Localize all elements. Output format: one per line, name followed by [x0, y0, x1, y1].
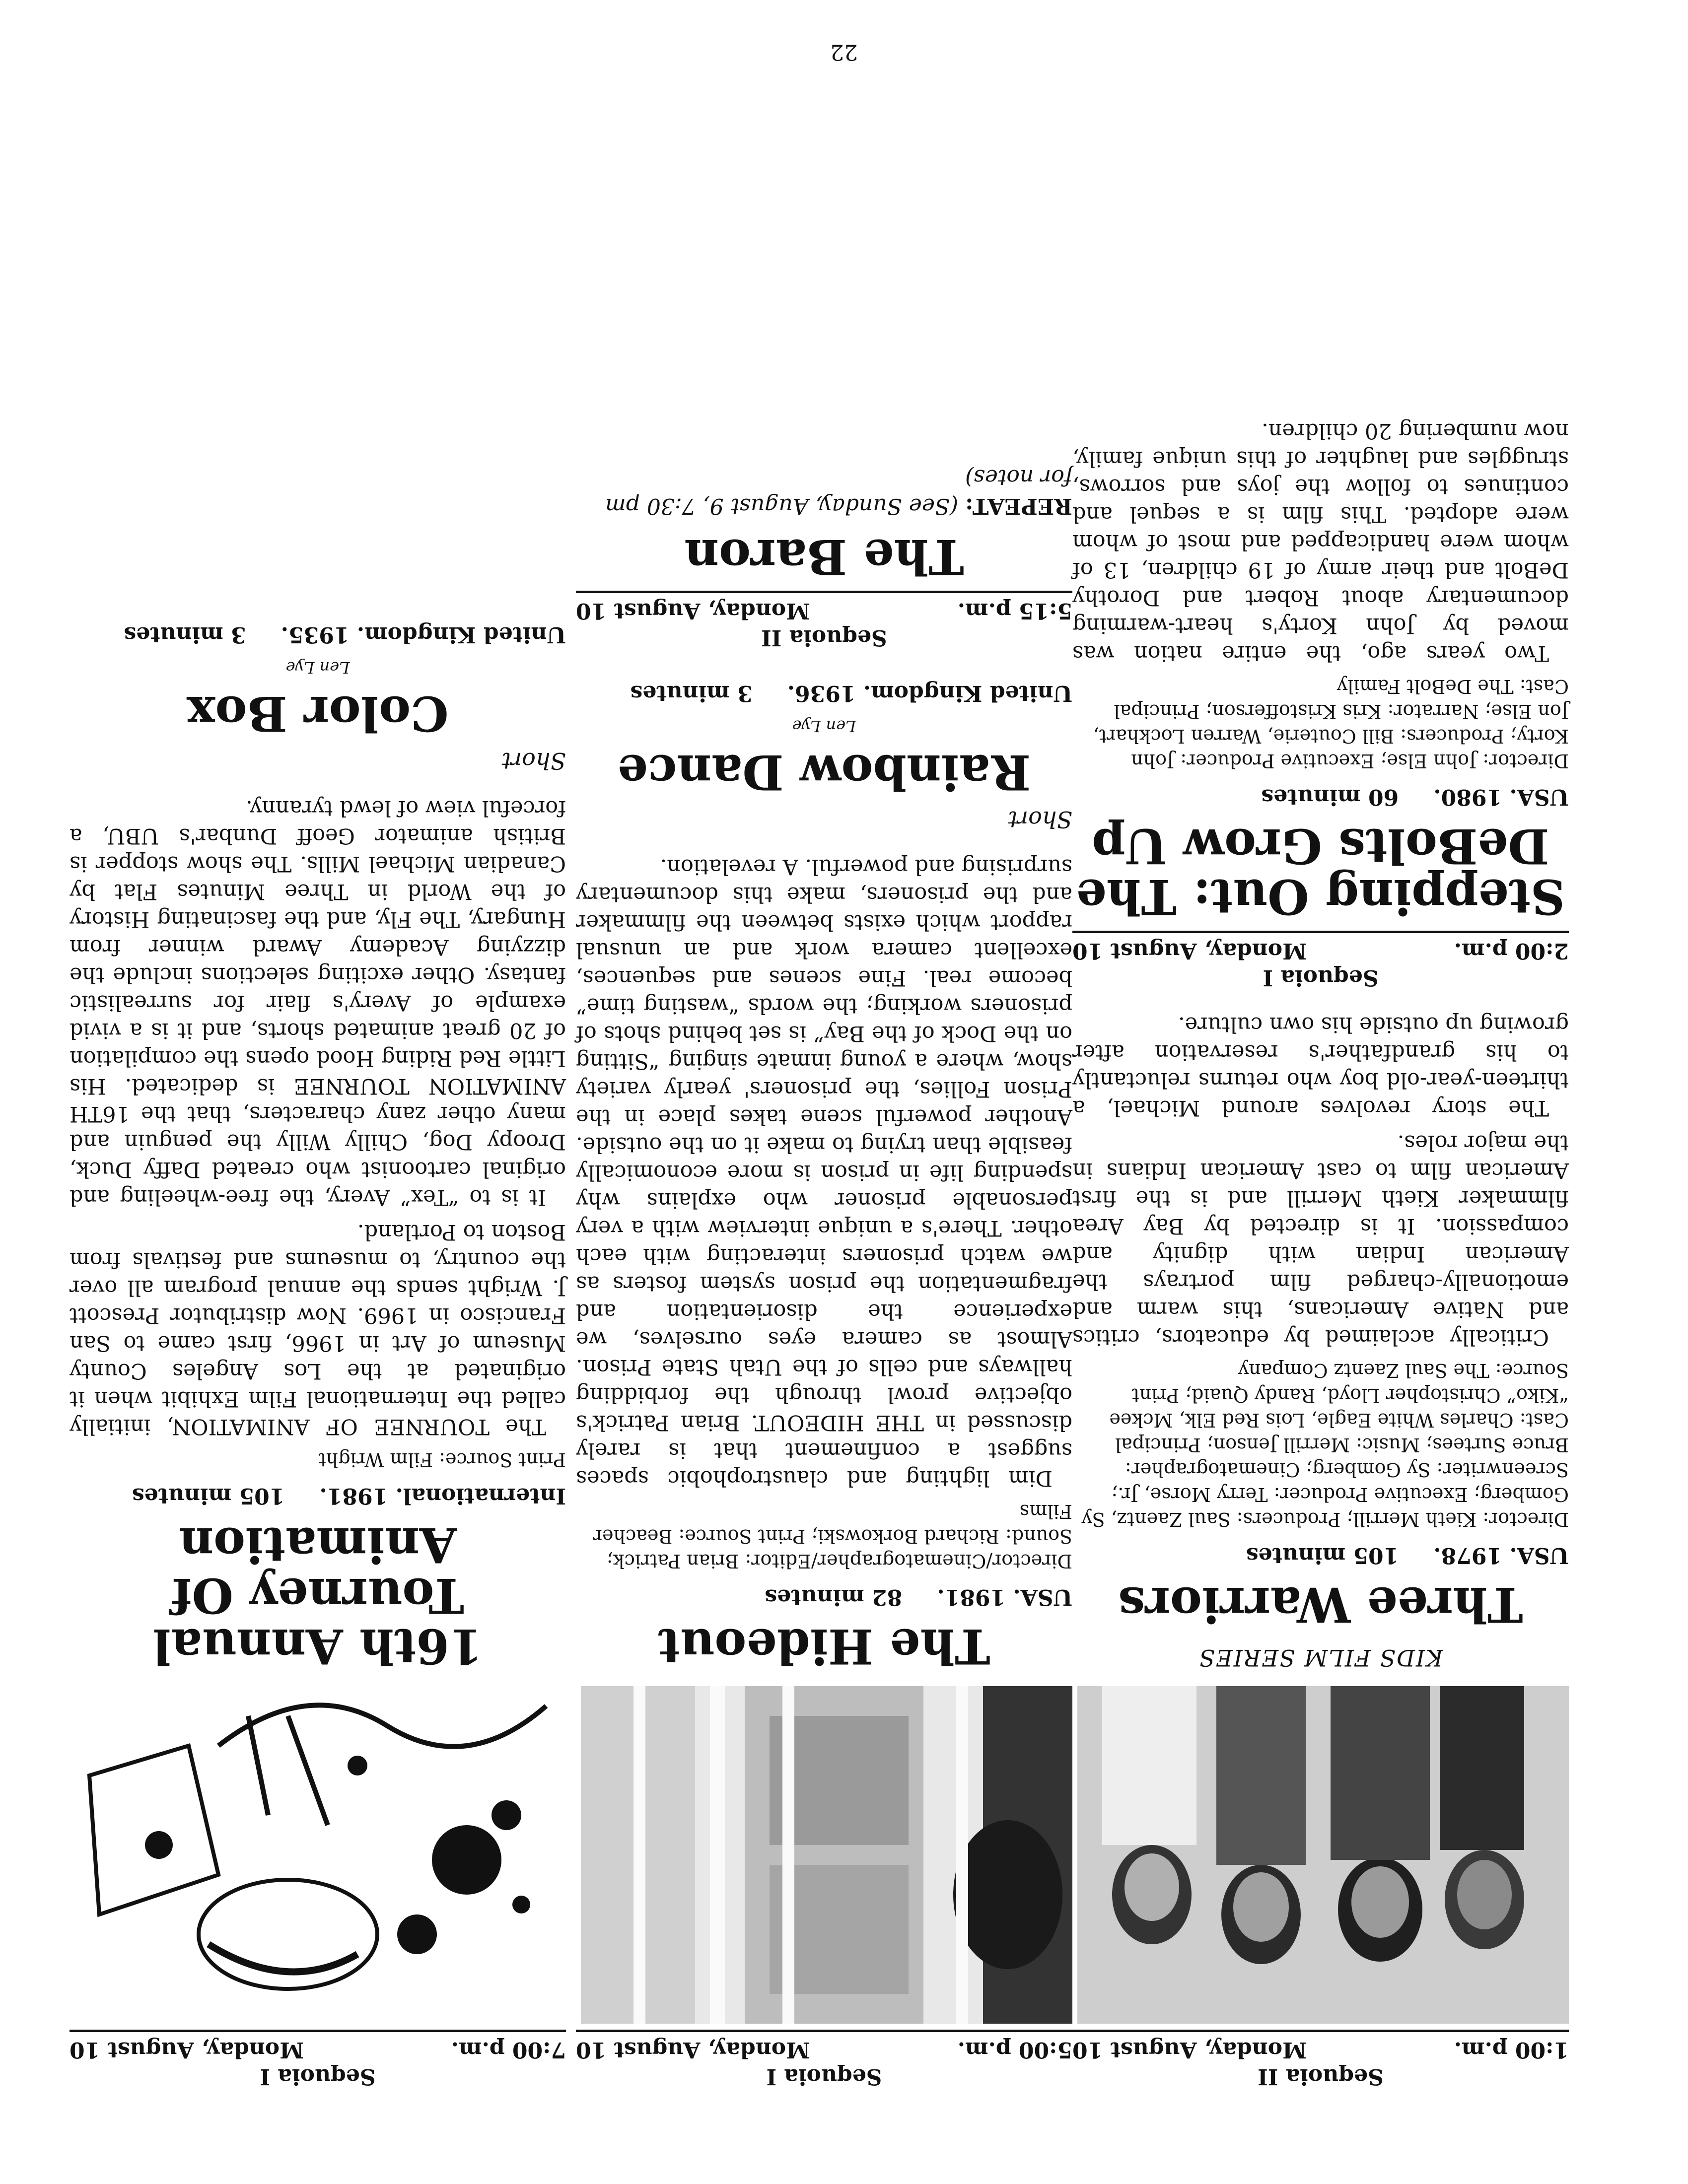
screening-date: Monday, August 10 [576, 2037, 810, 2062]
director: Len Lye [285, 658, 350, 677]
screening-date: Monday, August 10 [1072, 2037, 1307, 2062]
film-title: Stepping Out: The DeBolts Grow Up [1076, 818, 1565, 925]
screening-date: Monday, August 10 [576, 598, 810, 623]
duration: 105 minutes [132, 1483, 285, 1508]
credits: Director/Cinematographer/Editor: Brian Patrick; Sound: Richard Borkowski; Print Source: Beacher Films [593, 1501, 1072, 1572]
session-header [1072, 2030, 1569, 2090]
duration: 60 minutes [1261, 784, 1399, 810]
credits: Print Source: Film Wright [318, 1449, 566, 1471]
screening-time: 2:00 p.m. [1454, 938, 1569, 963]
film-title: The Hideout [658, 1618, 990, 1674]
column-1 [1072, 410, 1569, 2090]
prison-photo-icon [581, 1686, 1072, 2024]
venue: Sequoia I [260, 2064, 376, 2089]
credits: Director: Kieth Merrill; Producers: Saul Zaentz, Sy Gomberg; Executive Producer: Terry Morse, Jr.; Screenwriter: Sy Gomberg; Cinematographer: Bruce Surtees; Music: Merrill Jenson; Principal Cast: Charles White Eagle, Lois Red Elk, Mckee “Kiko” Christopher Lloyd, Randy Quaid; Print Source: The Saul Zaentz Company [1081, 1360, 1569, 1530]
duration: 105 minutes [1246, 1543, 1399, 1568]
screening-date: Monday, August 10 [1072, 938, 1307, 963]
session-header [70, 2030, 566, 2090]
duration: 82 minutes [765, 1584, 903, 1610]
screening-time: 7:00 p.m. [451, 2037, 566, 2062]
session-header [576, 2030, 1072, 2090]
page-number: 22 [830, 39, 858, 65]
session-header [576, 591, 1072, 651]
director: Len Lye [792, 717, 856, 736]
duration: 3 minutes [630, 681, 753, 706]
film-title: Three Warriors [1118, 1576, 1523, 1633]
credits: Director: John Else; Executive Producer: John Korty; Producers: Bill Couterie, Warren Lockhart, Jon Else; Narrator: Kris Kristofferson; Principal Cast: The DeBolt Family [1093, 676, 1569, 772]
country-year: USA. 1981. [937, 1584, 1072, 1610]
venue: Sequoia I [766, 2064, 882, 2089]
short-label: Short [1008, 806, 1072, 833]
country-year: United Kingdom. 1936. [787, 681, 1072, 706]
film-title: Rainbow Dance [617, 744, 1031, 800]
cartoon-drawing-icon [74, 1686, 566, 2024]
description: The story revolves around Michael, a thirteen-year-old boy who returns reluctantly to his grandfather's reservation after growing up outside his own culture. [1072, 1012, 1569, 1120]
duration: 3 minutes [124, 622, 246, 647]
screening-date: Monday, August 10 [70, 2037, 304, 2062]
repeat-note: (See Sunday, August 9, 7:30 pm for notes) [605, 465, 1072, 519]
venue: Sequoia II [761, 625, 887, 650]
country-year: International. 1981. [319, 1483, 566, 1508]
column-2 [576, 456, 1072, 2090]
screening-time: 5:15 p.m. [957, 598, 1072, 623]
country-year: USA. 1980. [1433, 784, 1569, 810]
family-photo-icon [1077, 1686, 1569, 2024]
venue: Sequoia I [1263, 965, 1379, 990]
film-title: The Baron [684, 529, 964, 585]
description: Dim lighting and claustrophobic spaces suggest a confinement that is rarely discussed in THE HIDEOUT. Brian Patrick's objective prowl through the forbidding hallways and cells of the Utah State Prison. Almost as camera eyes ourselves, we experience the disorientation and fragmentation the prison system fosters as we watch prisoners interacting with each other. There's a unique interview with a very personable prisoner who explains why spending life in prison is more economically feasible than trying to make it on the outside. Another powerful scene takes place in the Prison Follies, the prisoners' yearly variety show, where a young inmate singing “Sitting on the Dock of the Bay” is set behind shots of prisoners working; the words “wasting time” become real. Fine scenes and sequences, excellent camera work and an unusual rapport which exists between the filmmaker and the prisoners, make this documentary surprising and powerful. A revelation. [576, 854, 1072, 1491]
film-title: 16th Annual Tourney Of Animation [153, 1517, 483, 1674]
country-year: United Kingdom. 1935. [281, 622, 566, 647]
short-label: Short [501, 748, 566, 774]
description: Two years ago, the entire nation was moved by John Korty's heart-warming documentary about Robert and Dorothy DeBolt and their army of 19 children, 13 of whom were handicapped and most of whom were adopted. This film is a sequel and continues to follow the joys and sorrows, struggles and laughter of this unique family, now numbering 20 children. [1072, 418, 1569, 666]
column-3 [70, 611, 566, 2090]
series-label: KIDS FILM SERIES [1198, 1644, 1443, 1671]
session-header [1072, 931, 1569, 991]
screening-time: 1:00 p.m. [1454, 2037, 1569, 2062]
repeat-label: REPEAT: [965, 493, 1072, 519]
country-year: USA. 1978. [1433, 1543, 1569, 1568]
venue: Sequoia II [1258, 2064, 1384, 2089]
description: The TOURNEE OF ANIMATION, initially called the International Film Exhibit when it originated at the Los Angeles County Museum of Art in 1966, first came to San Francisco in 1969. Now distributor Prescott J. Wright sends the annual program all over the country, to museums and festivals from Boston to Portland. [70, 1220, 566, 1439]
film-title: Color Box [187, 685, 449, 742]
description: It is to “Tex” Avery, the free-wheeling and original cartoonist who created Daffy Duck, Droopy Dog, Chilly Willy the penguin and many other zany characters, that the 16TH ANIMATION TOURNEE is dedicated. His Little Red Riding Hood opens the compilation of 20 great animated shorts, and it is a vivid example of Avery's flair for surrealistic fantasy. Other exciting selections include the dizzying Academy Award winner from Hungary, The Fly, and the fascinating History of the World in Three Minutes Flat by Canadian Michael Mills. The show stopper is British animator Geoff Dunbar's UBU, a forceful view of lewd tyranny. [70, 796, 566, 1210]
description: Critically acclaimed by educators, critics and Native Americans, this warm and emotionally-charged film portrays the American Indian with dignity and compassion. It is directed by Bay Area filmmaker Kieth Merrill and is the first American film to cast American Indians in the major roles. [1072, 1130, 1569, 1350]
screening-time: 5:00 p.m. [957, 2037, 1072, 2062]
